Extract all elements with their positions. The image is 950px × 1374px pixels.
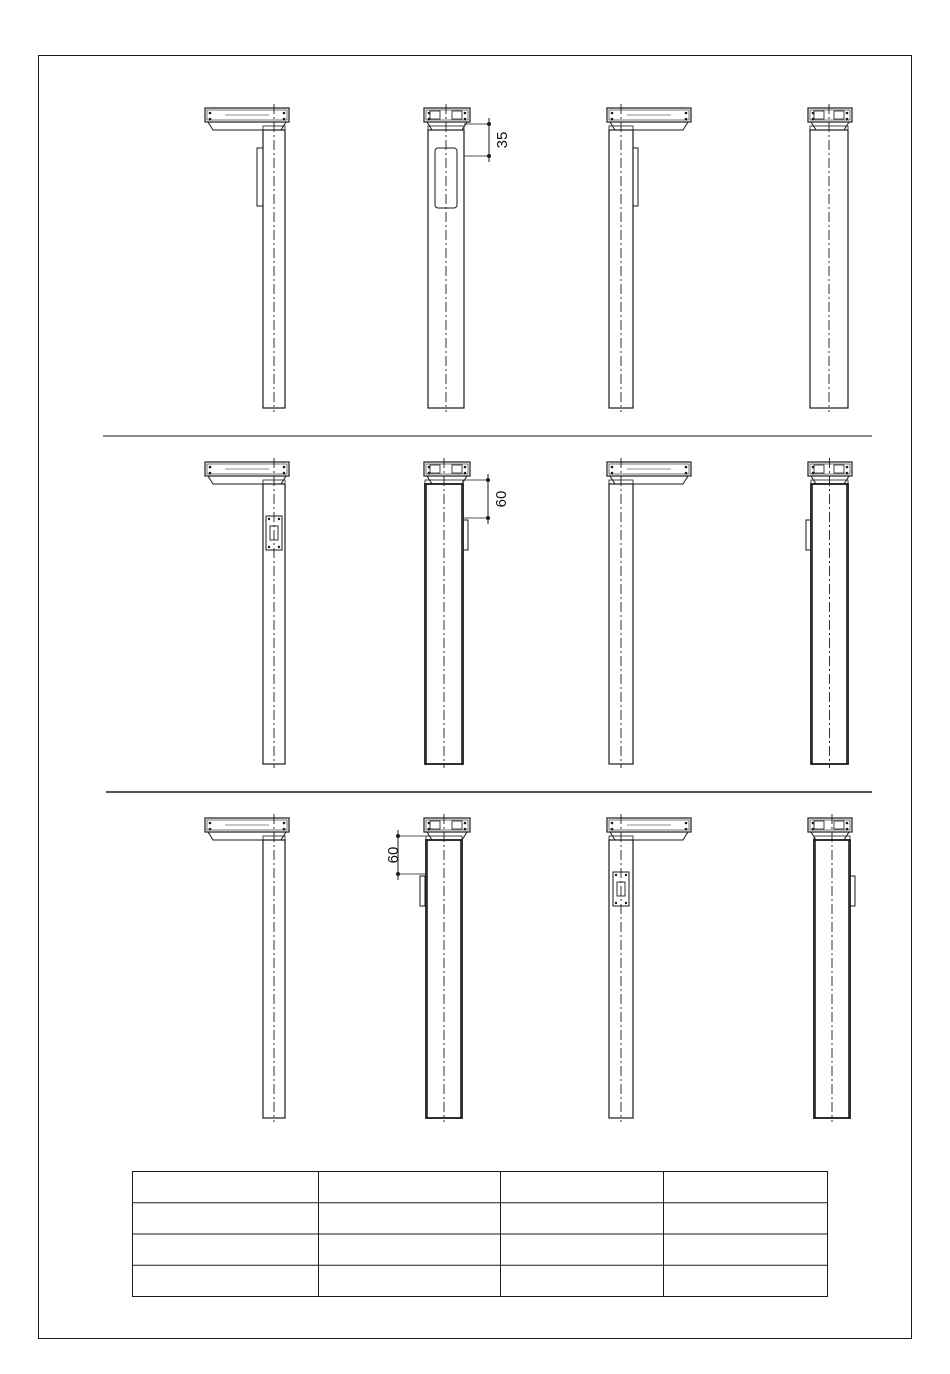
screw-dot xyxy=(611,466,614,469)
connector-block xyxy=(814,465,824,473)
plate-bolt xyxy=(615,874,617,876)
connector-block xyxy=(834,465,844,473)
pole-view-r2-c4 xyxy=(806,458,852,768)
connector-block xyxy=(452,821,462,829)
connector-block xyxy=(834,111,844,119)
pole-view-r2-c3 xyxy=(607,458,691,768)
dimension-tick xyxy=(486,516,490,520)
connector-block xyxy=(814,821,824,829)
connector-block xyxy=(430,821,440,829)
screw-dot xyxy=(464,466,467,469)
screw-dot xyxy=(611,472,614,475)
title-block-table xyxy=(132,1171,828,1297)
screw-dot xyxy=(611,828,614,831)
screw-dot xyxy=(209,822,212,825)
pole-view-r1-c3 xyxy=(607,104,691,412)
pole-view-r3-c3 xyxy=(607,814,691,1122)
screw-dot xyxy=(464,472,467,475)
screw-dot xyxy=(464,118,467,121)
connector-block xyxy=(430,465,440,473)
screw-dot xyxy=(685,472,688,475)
plate-bolt xyxy=(278,546,280,548)
screw-dot xyxy=(283,466,286,469)
plate-bolt xyxy=(278,518,280,520)
screw-dot xyxy=(283,118,286,121)
screw-dot xyxy=(209,112,212,115)
dimension-tick xyxy=(396,834,400,838)
screw-dot xyxy=(846,118,849,121)
screw-dot xyxy=(685,118,688,121)
screw-dot xyxy=(685,828,688,831)
pole-view-r1-c2 xyxy=(424,104,511,412)
dimension-value: 60 xyxy=(384,846,402,864)
service-box xyxy=(633,148,638,206)
dimension-value: 60 xyxy=(492,490,510,508)
screw-dot xyxy=(846,112,849,115)
screw-dot xyxy=(209,472,212,475)
dimension-tick xyxy=(486,478,490,482)
screw-dot xyxy=(209,466,212,469)
screw-dot xyxy=(611,118,614,121)
screw-dot xyxy=(283,828,286,831)
service-box xyxy=(420,876,425,906)
screw-dot xyxy=(846,822,849,825)
screw-dot xyxy=(283,472,286,475)
pole-view-r3-c4 xyxy=(808,814,855,1122)
pole-views xyxy=(205,104,855,1122)
sheet-border xyxy=(39,56,912,1339)
pole-view-r3-c2 xyxy=(385,814,470,1122)
screw-dot xyxy=(283,822,286,825)
screw-dot xyxy=(846,472,849,475)
service-box xyxy=(257,148,263,206)
pole-view-r1-c1 xyxy=(205,104,289,412)
screw-dot xyxy=(685,822,688,825)
pole-view-r2-c2 xyxy=(424,458,510,768)
connector-block xyxy=(430,111,440,119)
screw-dot xyxy=(464,822,467,825)
screw-dot xyxy=(846,466,849,469)
pole-view-r1-c4 xyxy=(808,104,852,412)
screw-dot xyxy=(464,828,467,831)
connector-block xyxy=(452,465,462,473)
screw-dot xyxy=(685,112,688,115)
pole-view-r2-c1 xyxy=(205,458,289,768)
dimension-tick xyxy=(396,872,400,876)
connector-block xyxy=(834,821,844,829)
screw-dot xyxy=(464,112,467,115)
screw-dot xyxy=(611,822,614,825)
plate-bolt xyxy=(268,546,270,548)
screw-dot xyxy=(846,828,849,831)
dimension-tick xyxy=(487,122,491,126)
connector-block xyxy=(814,111,824,119)
screw-dot xyxy=(611,112,614,115)
dimension-value: 35 xyxy=(493,131,511,149)
screw-dot xyxy=(209,118,212,121)
screw-dot xyxy=(685,466,688,469)
pole-view-r3-c1 xyxy=(205,814,289,1122)
plate-bolt xyxy=(625,874,627,876)
connector-block xyxy=(452,111,462,119)
screw-dot xyxy=(209,828,212,831)
plate-bolt xyxy=(615,902,617,904)
dimension-tick xyxy=(487,154,491,158)
plate-bolt xyxy=(268,518,270,520)
plate-bolt xyxy=(625,902,627,904)
screw-dot xyxy=(283,112,286,115)
